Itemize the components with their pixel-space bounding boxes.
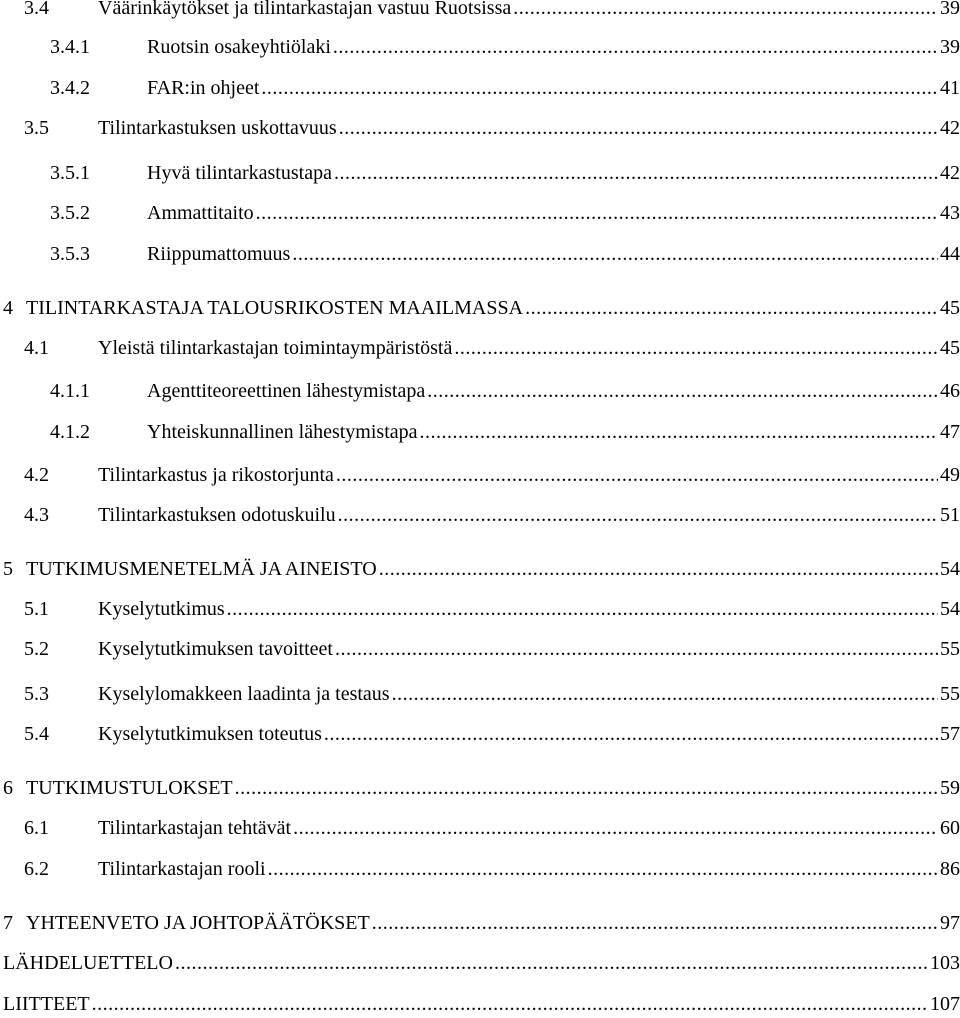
toc-entry[interactable] — [50, 33, 960, 61]
toc-page-number: 55 — [940, 683, 960, 705]
toc-entry[interactable] — [50, 377, 960, 405]
toc-page-number: 42 — [940, 117, 960, 139]
toc-entry[interactable] — [50, 418, 960, 446]
toc-page-number: 57 — [940, 723, 960, 745]
toc-section-number: 4.3 — [24, 504, 49, 526]
toc-leader-dots — [227, 595, 938, 623]
toc-section-title: YHTEENVETO JA JOHTOPÄÄTÖKSET — [26, 912, 370, 934]
toc-leader-dots — [92, 990, 928, 1018]
toc-section-title: Ammattitaito — [147, 202, 254, 224]
toc-section-title: TILINTARKASTAJA TALOUSRIKOSTEN MAAILMASSA — [26, 297, 524, 319]
toc-section-number: 4.1.2 — [50, 421, 90, 443]
toc-section-title: Riippumattomuus — [147, 243, 291, 265]
toc-section-number: 4.1.1 — [50, 380, 90, 402]
toc-leader-dots — [293, 814, 938, 842]
toc-leader-dots — [334, 159, 938, 187]
toc-page-number: 45 — [940, 297, 960, 319]
toc-section-number: 6.2 — [24, 858, 49, 880]
toc-section-number: 3.5.1 — [50, 162, 90, 184]
toc-leader-dots — [454, 334, 938, 362]
toc-leader-dots — [335, 635, 938, 663]
toc-section-number: 5.2 — [24, 638, 49, 660]
toc-leader-dots — [392, 680, 938, 708]
toc-leader-dots — [333, 33, 938, 61]
toc-entry[interactable] — [24, 501, 960, 529]
toc-section-number: 3.4.2 — [50, 77, 90, 99]
toc-section-title: Tilintarkastajan rooli — [98, 858, 266, 880]
toc-section-number: 4.1 — [24, 337, 49, 359]
toc-page-number: 54 — [940, 598, 960, 620]
toc-section-number: 6 — [3, 777, 13, 799]
toc-entry[interactable] — [24, 595, 960, 623]
toc-entry[interactable] — [24, 680, 960, 708]
toc-entry[interactable] — [50, 240, 960, 268]
toc-page-number: 39 — [940, 0, 960, 19]
toc-leader-dots — [268, 855, 938, 883]
toc-leader-dots — [379, 555, 938, 583]
toc-entry[interactable] — [50, 74, 960, 102]
toc-page-number: 86 — [940, 858, 960, 880]
toc-leader-dots — [525, 294, 938, 322]
toc-section-number: 3.5.2 — [50, 202, 90, 224]
toc-section-title: Yleistä tilintarkastajan toimintaympäristöstä — [98, 337, 453, 359]
toc-section-title: Tilintarkastajan tehtävät — [98, 817, 292, 839]
toc-section-number: 4 — [3, 297, 13, 319]
toc-entry[interactable] — [24, 461, 960, 489]
toc-section-title: Tilintarkastuksen odotuskuilu — [98, 504, 336, 526]
toc-entry[interactable] — [50, 199, 960, 227]
toc-entry[interactable] — [24, 0, 960, 22]
toc-section-title: Ruotsin osakeyhtiölaki — [147, 36, 331, 58]
toc-leader-dots — [372, 909, 938, 937]
toc-page-number: 41 — [940, 77, 960, 99]
toc-leader-dots — [513, 0, 938, 22]
toc-entry[interactable] — [24, 855, 960, 883]
toc-section-title: LIITTEET — [3, 993, 90, 1015]
toc-page-number: 43 — [940, 202, 960, 224]
toc-page-number: 51 — [940, 504, 960, 526]
toc-section-number: 3.5.3 — [50, 243, 90, 265]
toc-entry[interactable] — [24, 334, 960, 362]
toc-page-number: 42 — [940, 162, 960, 184]
toc-page-number: 44 — [940, 243, 960, 265]
toc-section-number: 6.1 — [24, 817, 49, 839]
toc-leader-dots — [292, 240, 938, 268]
toc-section-title: LÄHDELUETTELO — [3, 952, 173, 974]
toc-section-number: 5.4 — [24, 723, 49, 745]
toc-section-title: Agenttiteoreettinen lähestymistapa — [147, 380, 426, 402]
toc-page-number: 97 — [940, 912, 960, 934]
toc-entry[interactable] — [50, 159, 960, 187]
toc-leader-dots — [261, 74, 938, 102]
toc-leader-dots — [256, 199, 938, 227]
toc-page-number: 46 — [940, 380, 960, 402]
toc-page-number: 103 — [930, 952, 960, 974]
toc-page-number: 59 — [940, 777, 960, 799]
toc-page-number: 45 — [940, 337, 960, 359]
toc-section-title: Kyselylomakkeen laadinta ja testaus — [98, 683, 390, 705]
toc-entry[interactable] — [3, 909, 960, 937]
toc-section-title: Hyvä tilintarkastustapa — [147, 162, 332, 184]
toc-page-number: 39 — [940, 36, 960, 58]
toc-entry[interactable] — [24, 114, 960, 142]
toc-entry[interactable] — [24, 635, 960, 663]
toc-leader-dots — [338, 501, 938, 529]
toc-section-number: 4.2 — [24, 464, 49, 486]
toc-page-number: 49 — [940, 464, 960, 486]
toc-page-number: 54 — [940, 558, 960, 580]
toc-section-title: TUTKIMUSMENETELMÄ JA AINEISTO — [26, 558, 377, 580]
toc-section-number: 3.5 — [24, 117, 49, 139]
toc-entry[interactable] — [3, 555, 960, 583]
toc-section-title: Tilintarkastus ja rikostorjunta — [98, 464, 334, 486]
toc-leader-dots — [324, 720, 938, 748]
toc-section-title: Väärinkäytökset ja tilintarkastajan vastuu Ruotsissa — [98, 0, 512, 19]
toc-entry[interactable] — [3, 774, 960, 802]
toc-section-title: FAR:in ohjeet — [147, 77, 260, 99]
toc-section-number: 3.4 — [24, 0, 49, 19]
toc-entry[interactable] — [3, 294, 960, 322]
toc-leader-dots — [427, 377, 938, 405]
toc-section-title: Yhteiskunnallinen lähestymistapa — [147, 421, 418, 443]
toc-leader-dots — [339, 114, 938, 142]
toc-section-number: 3.4.1 — [50, 36, 90, 58]
toc-section-number: 5 — [3, 558, 13, 580]
toc-entry[interactable] — [3, 949, 960, 977]
toc-leader-dots — [336, 461, 938, 489]
toc-section-title: Tilintarkastuksen uskottavuus — [98, 117, 337, 139]
toc-section-title: Kyselytutkimus — [98, 598, 225, 620]
toc-entry[interactable] — [24, 720, 960, 748]
toc-entry[interactable] — [3, 990, 960, 1018]
toc-leader-dots — [420, 418, 939, 446]
toc-section-title: Kyselytutkimuksen tavoitteet — [98, 638, 333, 660]
toc-page-number: 107 — [930, 993, 960, 1015]
toc-entry[interactable] — [24, 814, 960, 842]
toc-section-title: TUTKIMUSTULOKSET — [26, 777, 233, 799]
toc-page-number: 55 — [940, 638, 960, 660]
toc-section-number: 5.1 — [24, 598, 49, 620]
toc-page-number: 60 — [940, 817, 960, 839]
toc-section-number: 7 — [3, 912, 13, 934]
toc-leader-dots — [235, 774, 938, 802]
toc-leader-dots — [175, 949, 928, 977]
toc-section-number: 5.3 — [24, 683, 49, 705]
toc-section-title: Kyselytutkimuksen toteutus — [98, 723, 322, 745]
toc-page-number: 47 — [940, 421, 960, 443]
